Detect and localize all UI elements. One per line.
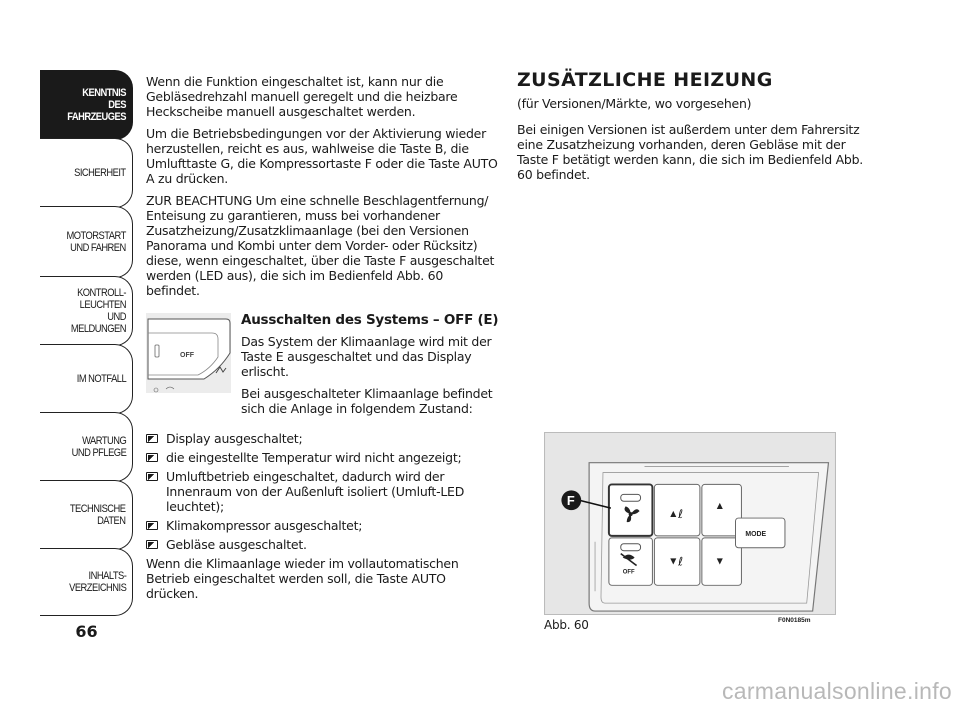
figure-caption: Abb. 60 (544, 618, 589, 632)
tab-kontrollleuchten-und-meldungen[interactable] (40, 276, 133, 346)
list-item (146, 450, 498, 465)
arrow-up-icon: ▲ (716, 501, 723, 511)
figure-code: F0N0185m (778, 617, 811, 624)
paragraph: Bei einigen Versionen ist außerdem unter dem Fahrersitz eine Zusatzheizung vorhanden, deren Gebläse mit der Taste F betätigt werden kann, die sich im Bedienfeld Abb. 60 befindet. (517, 122, 864, 182)
off-label: OFF (180, 352, 194, 359)
bullet-icon (146, 521, 158, 530)
tab-label: MOTORSTART UND FAHREN (66, 230, 126, 254)
bullet-icon (146, 472, 158, 481)
note-paragraph: ZUR BEACHTUNG Um eine schnelle Beschlagentfernung/ Enteisung zu garantieren, muss bei vorhandener Zusatzheizung/Zusatzklimaanlage (bei den Versionen Panorama und Kombi unter dem Vorder- oder Rücksitz) diese, wenn eingeschaltet, über die Taste F ausgeschaltet werden (LED aus), die sich im Bedienfeld Abb. 60 befindet. (146, 193, 495, 298)
list-item-text: Umluftbetrieb eingeschaltet, dadurch wird der Innenraum von der Außenluft isoliert (Umluft-LED leuchtet); (166, 469, 465, 514)
bullet-icon (146, 453, 158, 462)
mode-label: MODE (745, 530, 767, 538)
tab-label: TECHNISCHE DATEN (70, 503, 126, 527)
tab-label: KONTROLL- LEUCHTEN UND MELDUNGEN (70, 287, 126, 335)
list-item (146, 469, 498, 514)
list-item (146, 518, 498, 533)
tab-label: INHALTS- VERZEICHNIS (68, 570, 126, 594)
tab-im-notfall[interactable] (40, 344, 133, 414)
bullet-icon (146, 540, 158, 549)
list-item (146, 537, 498, 552)
list-item-text: Display ausgeschaltet; (166, 431, 303, 446)
temp-up-left-button[interactable] (654, 484, 699, 535)
arrow-down-icon: ▼ (670, 556, 677, 566)
section-subtitle: (für Versionen/Märkte, wo vorgesehen) (517, 96, 752, 111)
list-item-text: Klimakompressor ausgeschaltet; (166, 518, 363, 533)
tab-motorstart-und-fahren[interactable] (40, 206, 133, 278)
seat-heat-icon: ℓ (678, 554, 684, 569)
list-item-text: Gebläse ausgeschaltet. (166, 537, 307, 552)
temp-down-left-button[interactable] (654, 538, 699, 585)
tab-inhaltsverzeichnis[interactable] (40, 548, 133, 616)
arrow-down-icon: ▼ (716, 556, 723, 566)
off-section (241, 313, 501, 416)
tab-label: KENNTNIS DES FAHRZEUGES (67, 87, 126, 123)
section-subheading: Ausschalten des Systems – OFF (E) (241, 312, 499, 328)
page-number: 66 (75, 622, 98, 641)
seat-heat-icon: ℓ (678, 507, 684, 522)
arrow-up-icon: ▲ (670, 509, 677, 519)
off-button-illustration (146, 313, 231, 393)
tab-label: IM NOTFALL (76, 373, 126, 385)
tab-kenntnis-des-fahrzeuges[interactable] (40, 70, 133, 140)
figure-control-panel (544, 432, 836, 615)
tab-label: WARTUNG UND PFLEGE (71, 435, 126, 459)
paragraph: Wenn die Funktion eingeschaltet ist, kann nur die Gebläsedrehzahl manuell geregelt und die heizbare Heckscheibe manuell ausgeschaltet werden. (146, 74, 458, 119)
tab-technische-daten[interactable] (40, 480, 133, 550)
paragraph: Das System der Klimaanlage wird mit der Taste E ausgeschaltet und das Display erlischt. (241, 334, 492, 379)
bullet-icon (146, 434, 158, 443)
paragraph: Bei ausgeschalteter Klimaanlage befindet sich die Anlage in folgendem Zustand: (241, 386, 493, 416)
fan-button[interactable] (609, 484, 653, 535)
state-list (146, 404, 498, 608)
list-item-text: die eingestellte Temperatur wird nicht angezeigt; (166, 450, 462, 465)
tab-wartung-und-pflege[interactable] (40, 412, 133, 482)
closing-paragraph: Wenn die Klimaanlage wieder im vollautomatischen Betrieb eingeschaltet werden soll, die Taste AUTO drücken. (146, 556, 459, 601)
watermark: carmanualsonline.info (721, 678, 952, 704)
paragraph: Um die Betriebsbedingungen vor der Aktivierung wieder herzustellen, reicht es aus, wahlweise die Taste B, die Umlufttaste G, die Kompressortaste F oder die Taste AUTO A zu drücken. (146, 126, 498, 186)
tab-sicherheit[interactable] (40, 138, 133, 208)
section-heading: ZUSÄTZLICHE HEIZUNG (517, 69, 773, 91)
off-button-label: OFF (622, 569, 635, 576)
callout-letter: F (566, 493, 575, 509)
left-column (146, 74, 498, 305)
list-item (146, 431, 498, 446)
right-column (517, 68, 877, 189)
tab-label: SICHERHEIT (74, 167, 126, 179)
